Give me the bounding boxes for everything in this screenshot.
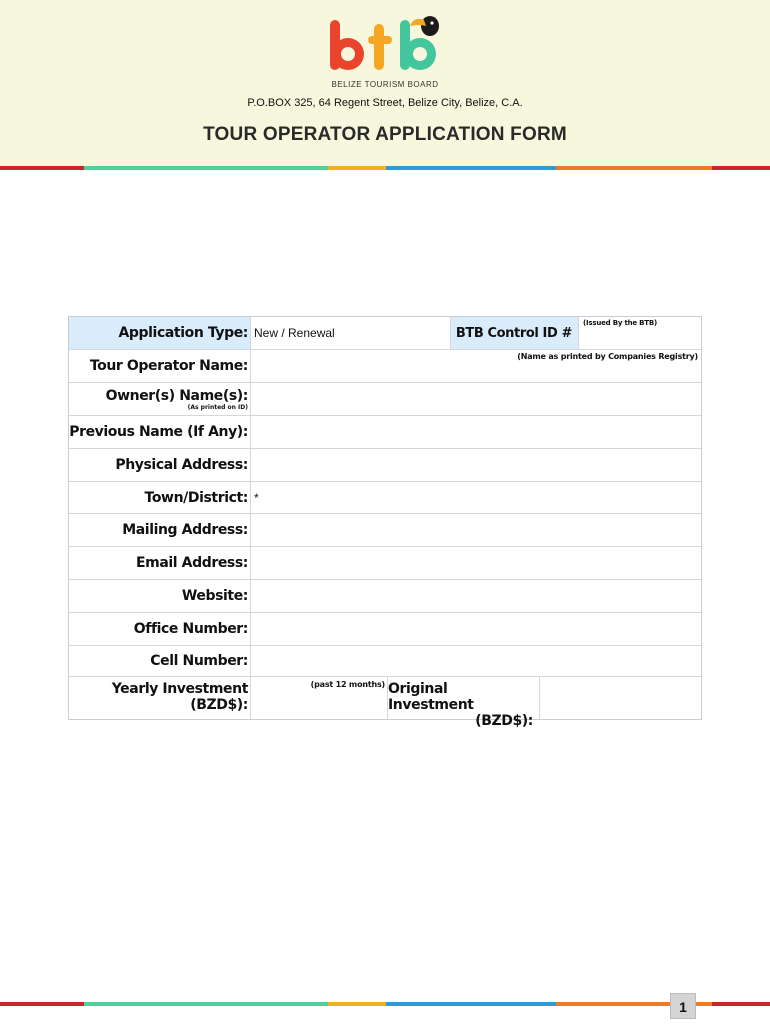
town-value: *	[254, 490, 259, 505]
office-number-label: Office Number:	[69, 613, 251, 645]
org-address: P.O.BOX 325, 64 Regent Street, Belize City, Belize, C.A.	[247, 97, 523, 109]
yearly-investment-field[interactable]	[251, 677, 388, 719]
owners-label: Owner(s) Name(s):	[105, 387, 248, 404]
previous-name-field[interactable]	[251, 416, 701, 448]
investment-cells	[251, 677, 701, 729]
application-type-field[interactable]: New / Renewal	[251, 317, 451, 349]
application-type-label: Application Type:	[69, 317, 251, 349]
town-label: Town/District:	[69, 482, 251, 513]
cell-number-label: Cell Number:	[69, 646, 251, 676]
row-mailing-address	[69, 514, 701, 547]
yearly-investment-label-line1: Yearly Investment	[111, 681, 248, 697]
tour-operator-note: (Name as printed by Companies Registry)	[517, 352, 698, 361]
original-investment-label-line1: Original Investment	[388, 681, 474, 713]
row-previous-name	[69, 416, 701, 449]
owners-note: (As printed on ID)	[187, 403, 248, 411]
office-number-field[interactable]	[251, 613, 701, 645]
original-investment-label-line2: (BZD$):	[475, 713, 533, 729]
row-physical-address	[69, 449, 701, 482]
email-field[interactable]	[251, 547, 701, 579]
row-email	[69, 547, 701, 580]
row-tour-operator	[69, 350, 701, 383]
physical-address-label: Physical Address:	[69, 449, 251, 481]
previous-name-label: Previous Name (If Any):	[69, 416, 251, 448]
yearly-investment-label	[69, 677, 251, 719]
yearly-investment-note: (past 12 months)	[310, 680, 385, 689]
page-title: TOUR OPERATOR APPLICATION FORM	[203, 124, 567, 145]
control-id-field[interactable]	[579, 317, 701, 349]
website-label: Website:	[69, 580, 251, 612]
row-application-type	[69, 317, 701, 350]
original-investment-label	[388, 677, 540, 729]
page-number: 1	[670, 993, 696, 1019]
btb-logo	[328, 14, 446, 82]
row-office	[69, 613, 701, 646]
org-name: BELIZE TOURISM BOARD	[331, 80, 439, 89]
owners-label-cell	[69, 383, 251, 415]
town-field[interactable]	[251, 482, 701, 513]
control-id-note: (Issued By the BTB)	[583, 319, 658, 327]
original-investment-field[interactable]	[540, 677, 701, 719]
tour-operator-field[interactable]	[251, 350, 701, 382]
row-town	[69, 482, 701, 514]
tour-operator-label: Tour Operator Name:	[69, 350, 251, 382]
website-field[interactable]	[251, 580, 701, 612]
mailing-address-label: Mailing Address:	[69, 514, 251, 546]
application-form	[68, 316, 702, 729]
color-stripe-top	[0, 166, 770, 170]
application-type-cell	[251, 317, 701, 349]
yearly-investment-label-line2: (BZD$):	[190, 697, 248, 713]
email-label: Email Address:	[69, 547, 251, 579]
row-website	[69, 580, 701, 613]
color-stripe-bottom	[0, 1002, 770, 1006]
row-cell	[69, 646, 701, 677]
mailing-address-field[interactable]	[251, 514, 701, 546]
cell-number-field[interactable]	[251, 646, 701, 676]
owners-field[interactable]	[251, 383, 701, 415]
row-owners	[69, 383, 701, 416]
row-investment	[69, 677, 701, 729]
physical-address-field[interactable]	[251, 449, 701, 481]
control-id-label: BTB Control ID #	[451, 317, 579, 349]
